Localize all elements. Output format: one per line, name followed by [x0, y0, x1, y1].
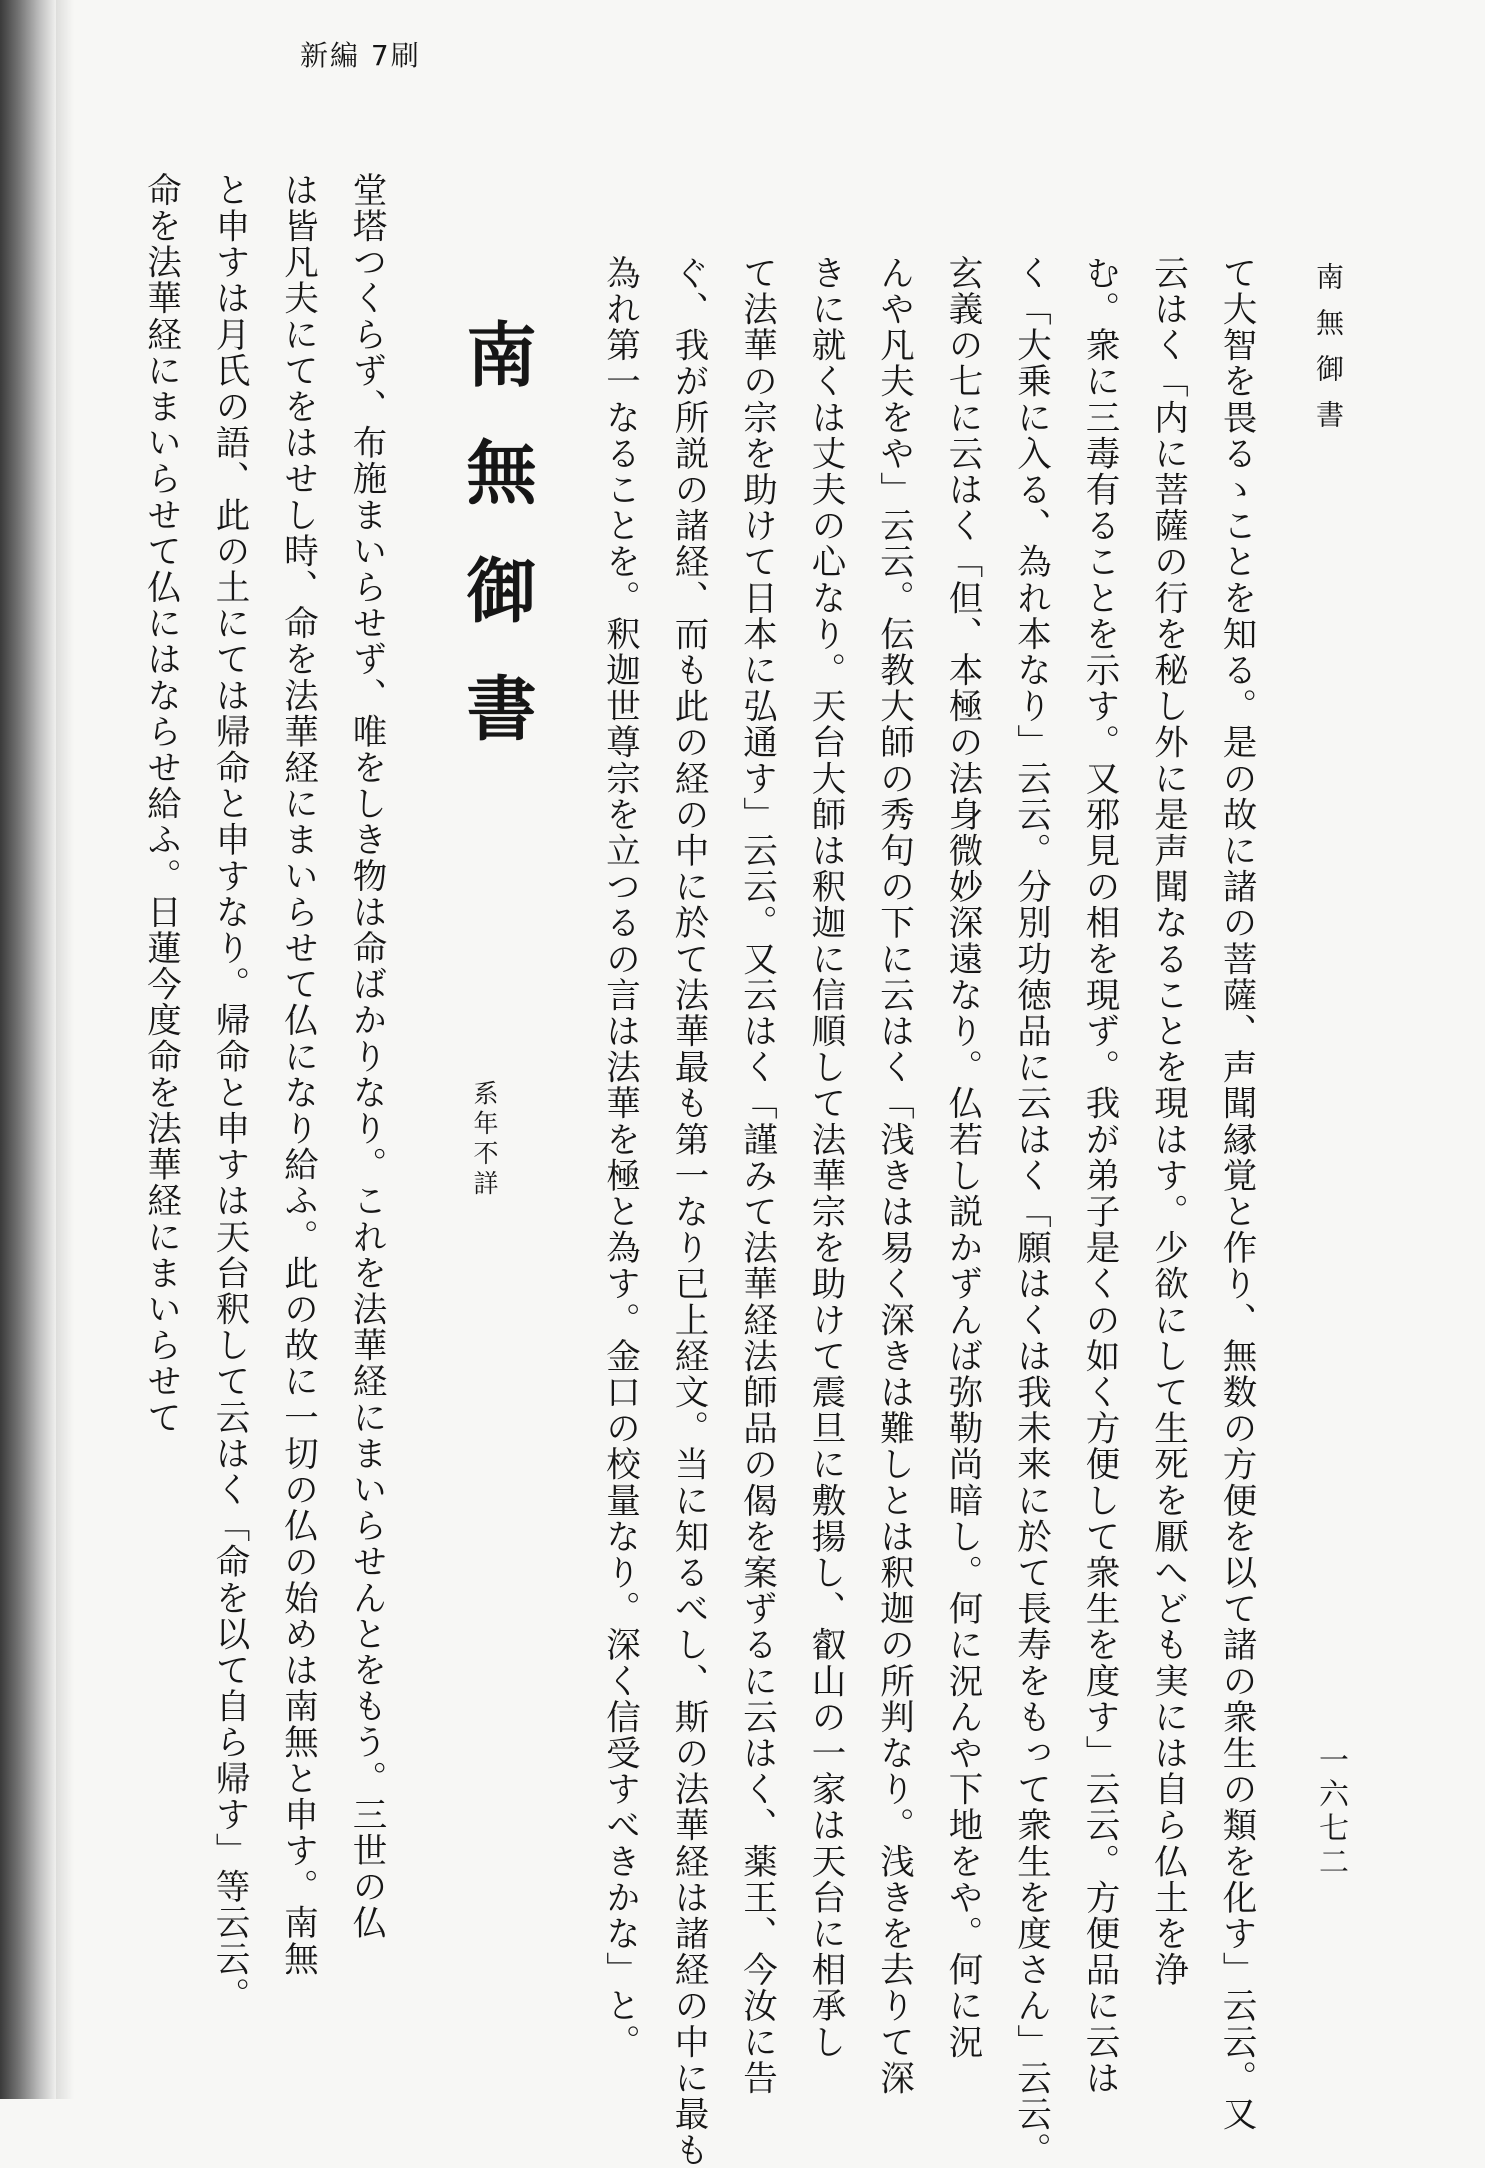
text-line: 命を法華経にまいらせて仏にはならせ給ふ。日蓮今度命を法華経にまいらせて: [140, 172, 181, 1436]
page-number: 一六七二: [1313, 1744, 1348, 1880]
edition-stamp: 新編 7刷: [300, 39, 421, 72]
date-note: 系年不詳: [470, 1080, 499, 1200]
text-line: く「大乗に入る、為れ本なり」云云。分別功徳品に云はく「願はくは我未来に於て長寿をもって衆生を度さん」云云。: [1010, 255, 1051, 2168]
work-body-text: [140, 172, 400, 2014]
text-line: て法華の宗を助けて日本に弘通す」云云。又云はく「謹みて法華経法師品の偈を案ずるに云はく、薬王、今汝に告: [736, 255, 777, 2097]
work-title: 南無御書: [455, 318, 538, 790]
text-line: 云はく「内に菩薩の行を秘し外に是声聞なることを現はす。少欲にして生死を厭へども実には自ら仏土を浄: [1147, 255, 1188, 1988]
text-line: 為れ第一なることを。釈迦世尊宗を立つるの言は法華を極と為す。金口の校量なり。深く信受すべきかな」と。: [599, 255, 640, 2060]
running-head: 南無御書: [1312, 262, 1345, 446]
text-line: て大智を畏るゝことを知る。是の故に諸の菩薩、声聞縁覚と作り、無数の方便を以て諸の衆生の類を化す」云云。又: [1216, 255, 1256, 2133]
book-binding-shadow: [0, 0, 56, 2099]
scan-edge-shadow: [56, 0, 74, 2099]
text-line: ぐ、我が所説の諸経、而も此の経の中に於て法華最も第一なり已上経文。当に知るべし、斯の法華経は諸経の中に最も: [668, 255, 708, 2168]
text-line: 堂塔つくらず、布施まいらせず、唯をしき物は命ばかりなり。これを法華経にまいらせんとをもう。三世の仏: [346, 172, 386, 1941]
text-line: む。衆に三毒有ることを示す。又邪見の相を現ず。我が弟子是くの如く方便して衆生を度す」云云。方便品に云は: [1079, 255, 1119, 2097]
text-line: んや凡夫をや」云云。伝教大師の秀句の下に云はく「浅きは易く深きは難しとは釈迦の所判なり。浅きを去りて深: [873, 255, 914, 2097]
text-line: 玄義の七に云はく「但、本極の法身微妙深遠なり。仏若し説かずんば弥勒尚暗し。何に況んや下地をや。何に況: [942, 255, 982, 2060]
text-line: は皆凡夫にてをはせし時、命を法華経にまいらせて仏になり給ふ。此の故に一切の仏の始めは南無と申す。南無: [277, 172, 318, 1977]
text-line: と申すは月氏の語、此の土にては帰命と申すなり。帰命と申すは天台釈して云はく「命を以て自ら帰す」等云云。: [209, 172, 249, 2014]
text-line: きに就くは丈夫の心なり。天台大師は釈迦に信順して法華宗を助けて震旦に敷揚し、叡山の一家は天台に相承し: [805, 255, 845, 2060]
previous-work-text: [599, 255, 1270, 2168]
